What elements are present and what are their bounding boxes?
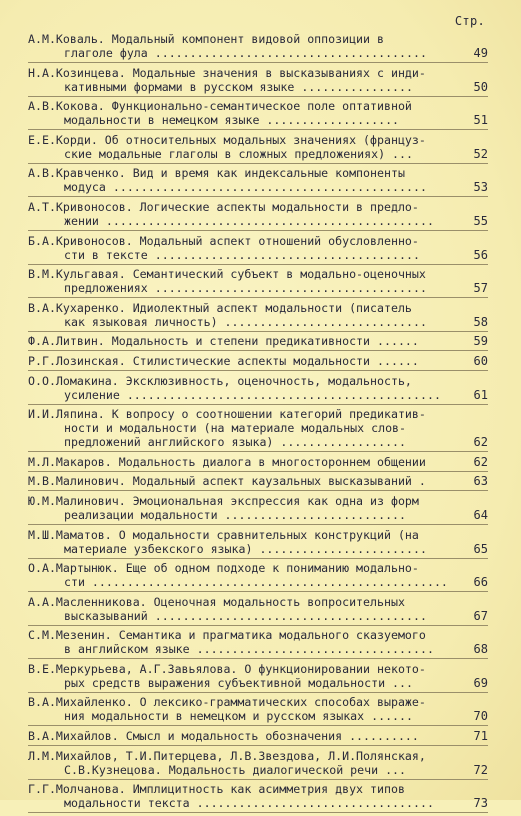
toc-entry-title-line: В.М.Кульгавая. Семантический субъект в модально-оценочных xyxy=(28,267,426,282)
toc-entry xyxy=(28,267,488,295)
toc-entry-continuation-line: модальности текста .................................. xyxy=(64,796,434,811)
toc-entry-continuation-line: кативными формами в русском языке ................ xyxy=(64,79,414,94)
toc-entry-continuation-line: ские модальные глаголы в сложных предложениях) ... xyxy=(64,146,414,161)
pages-column-header: Стр. xyxy=(454,14,485,28)
toc-entry-page-number: 53 xyxy=(473,180,488,195)
toc-entry xyxy=(28,628,488,656)
toc-entry-page-number: 68 xyxy=(473,642,488,657)
toc-entry xyxy=(28,474,488,488)
toc-entry xyxy=(28,729,488,743)
toc-entry-page-number: 59 xyxy=(473,334,488,349)
divider xyxy=(28,490,488,491)
divider xyxy=(28,658,488,659)
toc-entry xyxy=(28,749,488,777)
toc-entry-page-number: 61 xyxy=(473,387,488,402)
toc-entry-page-number: 71 xyxy=(473,729,488,744)
toc-entry-title-line: В.А.Кухаренко. Идиолектный аспект модальности (писатель xyxy=(28,300,412,315)
toc-entry-title-line: Л.М.Михайлов, Т.И.Питерцева, Л.В.Звездова, Л.И.Полянская, xyxy=(28,748,426,763)
toc-entry-title-line: А.В.Кравченко. Вид и время как индексальные компоненты xyxy=(28,166,405,181)
toc-entry-continuation-line: ния модальности в немецком и русском языках ...... xyxy=(64,709,414,724)
toc-entry-title-line: А.А.Масленникова. Оценочная модальность вопросительных xyxy=(28,594,405,609)
toc-entry-page-number: 64 xyxy=(473,507,488,522)
divider xyxy=(28,451,488,452)
divider xyxy=(28,196,488,197)
toc-entry-title-line: А.В.Кокова. Функционально-семантическое поле оптативной xyxy=(28,99,412,114)
toc-entry-title-line: Ю.М.Малинович. Эмоциональная экспрессия как одна из форм xyxy=(28,493,419,508)
toc-entry-title-line: А.Т.Кривоносов. Логические аспекты модальности в предло- xyxy=(28,199,419,214)
toc-entry xyxy=(28,99,488,127)
toc-entry-title-line: М.Ш.Маматов. О модальности сравнительных конструкций (на xyxy=(28,527,419,542)
toc-entry-continuation-line: сти в тексте ...................................... xyxy=(64,247,420,262)
toc-entry-title-line: Г.Г.Молчанова. Имплицитность как асимметрия двух типов xyxy=(28,782,405,797)
divider xyxy=(28,370,488,371)
divider xyxy=(28,163,488,164)
toc-entry-page-number: 69 xyxy=(473,675,488,690)
toc-entry xyxy=(28,407,488,449)
toc-entry-page-number: 73 xyxy=(473,796,488,811)
toc-entry-title-line: В.Е.Меркурьева, А.Г.Завьялова. О функционировании некото- xyxy=(28,661,426,676)
toc-entry-page-number: 60 xyxy=(473,353,488,368)
toc-entry-continuation-line: ности и модальности (на материале модальных слов- xyxy=(64,421,407,436)
toc-entry xyxy=(28,32,488,60)
toc-entry-title-line: Е.Е.Корди. Об относительных модальных значениях (француз- xyxy=(28,132,426,147)
toc-entry xyxy=(28,66,488,94)
toc-entry-continuation-line: С.В.Кузнецова. Модальность диалогической речи ... xyxy=(64,762,407,777)
toc-entry-continuation-line: предложений английского языка) .................. xyxy=(64,435,407,450)
toc-entry-title-line: М.В.Малинович. Модальный аспект каузальных высказываний . xyxy=(28,474,426,489)
divider xyxy=(28,812,488,813)
toc-entry-page-number: 72 xyxy=(473,762,488,777)
toc-entry-page-number: 67 xyxy=(473,608,488,623)
toc-entry xyxy=(28,234,488,262)
toc-entry xyxy=(28,494,488,522)
divider xyxy=(28,404,488,405)
toc-entry-page-number: 57 xyxy=(473,281,488,296)
divider xyxy=(28,331,488,332)
toc-entry-continuation-line: в английском языке .................................. xyxy=(64,642,434,657)
toc-entry-page-number: 70 xyxy=(473,709,488,724)
toc-entry-title-line: Р.Г.Лозинская. Стилистические аспекты модальности ...... xyxy=(28,353,419,368)
toc-entry-title-line: В.А.Михайленко. О лексико-грамматических способах выраже- xyxy=(28,695,426,710)
toc-entry-title-line: С.М.Мезенин. Семантика и прагматика модального сказуемого xyxy=(28,628,426,643)
table-of-contents xyxy=(28,32,488,816)
toc-entry-continuation-line: предложениях ....................................... xyxy=(64,281,427,296)
divider xyxy=(28,297,488,298)
divider xyxy=(28,129,488,130)
toc-entry xyxy=(28,782,488,810)
toc-entry xyxy=(28,166,488,194)
toc-entry-continuation-line: модуса ............................................. xyxy=(64,180,427,195)
toc-entry-page-number: 62 xyxy=(473,454,488,469)
toc-entry-title-line: О.О.Ломакина. Эксклюзивность, оценочность, модальность, xyxy=(28,373,412,388)
divider xyxy=(28,779,488,780)
divider xyxy=(28,96,488,97)
toc-entry-continuation-line: реализации модальности .......................... xyxy=(64,507,407,522)
toc-entry-page-number: 55 xyxy=(473,213,488,228)
toc-entry-page-number: 51 xyxy=(473,113,488,128)
toc-entry-continuation-line: высказываний ....................................... xyxy=(64,608,427,623)
toc-entry-page-number: 62 xyxy=(473,435,488,450)
toc-entry xyxy=(28,301,488,329)
toc-entry-continuation-line: сти ................................................... xyxy=(64,575,448,590)
divider xyxy=(28,725,488,726)
toc-entry-page-number: 58 xyxy=(473,314,488,329)
toc-entry xyxy=(28,374,488,402)
divider xyxy=(28,591,488,592)
toc-entry xyxy=(28,334,488,348)
toc-entry-page-number: 49 xyxy=(473,46,488,60)
toc-entry xyxy=(28,561,488,589)
toc-entry-page-number: 52 xyxy=(473,146,488,161)
divider xyxy=(28,264,488,265)
toc-entry xyxy=(28,354,488,368)
toc-entry-title-line: Ф.А.Литвин. Модальность и степени предикативности ...... xyxy=(28,334,419,349)
toc-entry xyxy=(28,528,488,556)
divider xyxy=(28,745,488,746)
toc-entry xyxy=(28,695,488,723)
toc-entry-continuation-line: материале узбекского языка) ........................ xyxy=(64,541,427,556)
toc-entry xyxy=(28,595,488,623)
toc-entry-page-number: 56 xyxy=(473,247,488,262)
toc-entry xyxy=(28,200,488,228)
divider xyxy=(28,558,488,559)
toc-entry-title-line: А.М.Коваль. Модальный компонент видовой оппозиции в xyxy=(28,32,384,46)
toc-entry-continuation-line: глаголе фула ....................................... xyxy=(64,46,427,60)
toc-entry xyxy=(28,133,488,161)
toc-entry-page-number: 65 xyxy=(473,541,488,556)
divider xyxy=(28,471,488,472)
divider xyxy=(28,524,488,525)
toc-entry-continuation-line: как языковая личность) ............................. xyxy=(64,314,427,329)
toc-entry-continuation-line: модальности в немецком языке ................... xyxy=(64,113,400,128)
divider xyxy=(28,625,488,626)
divider xyxy=(28,62,488,63)
toc-entry xyxy=(28,662,488,690)
divider xyxy=(28,350,488,351)
toc-entry-continuation-line: жении ............................................... xyxy=(64,213,434,228)
toc-entry-continuation-line: рых средств выражения субъективной модальности ... xyxy=(64,675,414,690)
toc-entry-title-line: И.И.Ляпина. К вопросу о соотношении категорий предикатив- xyxy=(28,407,426,422)
toc-entry-page-number: 50 xyxy=(473,79,488,94)
toc-entry-title-line: М.Л.Макаров. Модальность диалога в многостороннем общении xyxy=(28,454,426,469)
toc-entry-title-line: Н.А.Козинцева. Модальные значения в высказываниях с инди- xyxy=(28,65,426,80)
toc-entry-page-number: 66 xyxy=(473,575,488,590)
toc-entry xyxy=(28,455,488,469)
divider xyxy=(28,230,488,231)
toc-entry-title-line: О.А.Мартынюк. Еще об одном подходе к пониманию модально- xyxy=(28,561,419,576)
toc-entry-title-line: В.А.Михайлов. Смысл и модальность обозначения .......... xyxy=(28,729,419,744)
toc-entry-continuation-line: усиление ............................................. xyxy=(64,387,441,402)
toc-entry-page-number: 63 xyxy=(473,474,488,489)
divider xyxy=(28,692,488,693)
toc-entry-title-line: Б.А.Кривоносов. Модальный аспект отношений обусловленно- xyxy=(28,233,419,248)
